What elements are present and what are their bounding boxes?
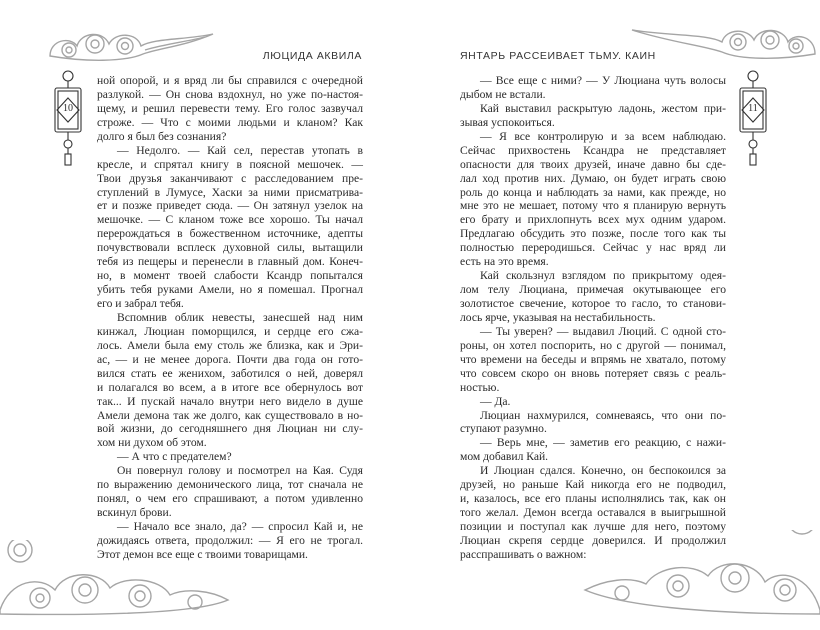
- text-line: Люциан нахмурился, сомневаясь, что они по-: [480, 408, 726, 422]
- paragraph: [460, 74, 726, 102]
- text-line: Кай выставил раскрытую ладонь, жестом при-: [480, 101, 726, 115]
- text-line: почувствовали всплеск духовной силы, вытащили: [97, 241, 363, 255]
- text-line: понял, о чем его спрашивают, а потом удивленно: [97, 492, 363, 506]
- paragraph: [97, 144, 363, 311]
- text-line: роль до конца и наблюдать за нами, как прежде, но: [460, 185, 726, 199]
- text-line: — Да.: [480, 394, 511, 408]
- text-line: кинжал, Люциан поморщился, и сердце его сжа-: [97, 324, 363, 338]
- text-line: — Недолго. — Кай сел, перестав утопать в: [117, 143, 363, 157]
- text-line: ет и позже приведет сюда. — Он затянул узелок на: [97, 199, 363, 213]
- text-line: Этот демон все еще с твоими товарищами.: [97, 547, 308, 561]
- paragraph: [460, 395, 726, 409]
- text-line: разлукой. — Он снова вздохнул, но уже по-настоя-: [97, 87, 363, 101]
- paragraph: [460, 269, 726, 325]
- text-line: — Ты уверен? — выдавил Люций. С одной сто-: [480, 324, 726, 338]
- text-line: Сейчас прихвостень Ксандра не представляет: [460, 143, 726, 157]
- right-text-column: [460, 74, 726, 562]
- cloud-ornament-top-left: [45, 22, 215, 64]
- text-line: — Я все контролирую и за всем наблюдаю.: [480, 129, 726, 143]
- paragraph: [460, 436, 726, 464]
- text-line: ступлений в Лумусе, Хаски за ними присматрива-: [97, 185, 363, 199]
- text-line: мом добавил Кай.: [460, 450, 549, 464]
- text-line: Вспомнив облик невесты, занесшей над ним: [117, 310, 363, 324]
- text-line: вой жизни, до сегодняшнего дня Люциан ни слу-: [97, 422, 363, 436]
- paragraph: [97, 450, 363, 464]
- text-line: — Начало все знало, да? — спросил Кай и, не: [117, 520, 363, 533]
- text-line: и полагался во всем, а в итоге все обернулось вот: [97, 380, 363, 394]
- text-line: убить тебя руками Амели, но я помешал. Прогнал: [97, 283, 363, 297]
- text-line: вскинул брови.: [97, 506, 172, 520]
- cloud-ornament-top-right: [630, 18, 820, 63]
- text-line: лось. Амели была ему столь же близка, как и Эри-: [97, 338, 363, 352]
- text-line: что совсем скоро он вновь потеряет связь с реаль-: [460, 366, 726, 380]
- text-line: Кай скользнул взглядом по прикрытому одея-: [480, 269, 726, 283]
- text-line: И Люциан сдался. Конечно, он беспокоился за: [480, 464, 726, 478]
- running-header: ЯНТАРЬ РАССЕИВАЕТ ТЬМУ. КАИН: [460, 50, 656, 62]
- page-number-badge: [52, 68, 84, 168]
- text-line: есть на это время.: [460, 255, 549, 269]
- paragraph: [460, 130, 726, 269]
- knot-ornament-icon: [52, 68, 84, 168]
- text-line: кресле, и спрятал книгу в поясной мешочек. —: [97, 157, 363, 171]
- right-page: [410, 0, 820, 630]
- text-line: мешочке. — С кланом тоже все хорошо. Ты начал: [97, 213, 363, 227]
- text-line: золотистое свечение, которое то гасло, то станови-: [460, 297, 726, 310]
- text-line: его брату и прихлопнуть всех мух одним ударом.: [460, 213, 726, 227]
- text-line: опасности для твоих друзей, иначе давно бы сде-: [460, 157, 726, 171]
- text-line: дожидаясь ответа, продолжил: — Я его не трогал.: [97, 533, 363, 547]
- running-header: ЛЮЦИДА АКВИЛА: [262, 50, 362, 62]
- text-line: позиции и поступал как лучше для него, поэтому: [460, 520, 726, 533]
- page-number: 11: [748, 103, 758, 114]
- text-line: лось ярче, указывая на нестабильность.: [460, 310, 656, 324]
- paragraph: [97, 311, 363, 450]
- text-line: друзей, но раньше Кай никогда его не подводил,: [460, 478, 726, 492]
- text-line: расспрашивать о важном:: [460, 547, 587, 561]
- text-line: тебя из пещеры и перенесли в главный дом. Конеч-: [97, 255, 363, 269]
- cloud-ornament-bottom-left: [0, 540, 230, 620]
- page-number-badge: [737, 68, 769, 168]
- text-line: Твои друзья заканчивают с расследованием пре-: [97, 171, 363, 185]
- text-line: лом телу Люциана, примечая окутывающее его: [460, 283, 726, 297]
- text-line: и, казалось, все его планы исполнялись так, как он: [460, 492, 726, 506]
- text-line: по выражению демонического лица, тот сначала не: [97, 478, 363, 492]
- page-number: 10: [63, 103, 73, 114]
- paragraph: [460, 102, 726, 130]
- text-line: долго я был без сознания?: [97, 129, 227, 143]
- text-line: перерождаться в божественном источнике, адепты: [97, 227, 363, 241]
- text-line: вился стать ее женихом, заботился о ней, доверял: [97, 366, 363, 380]
- text-line: что времени на беседы и впрямь не хватало, потому: [460, 352, 726, 366]
- text-line: того желал. Демон всегда оставался в выигрышной: [460, 506, 726, 520]
- text-line: Люциан скрепя сердце доверился. И продолжил: [460, 533, 726, 547]
- text-line: мне это не мешает, потому что я планирую вернуть: [460, 199, 726, 213]
- text-line: Предлагаю обсудить это позже, после того как ты: [460, 227, 726, 241]
- text-line: ностью.: [460, 380, 500, 394]
- text-line: щему, и решил перевести тему. Его голос зазвучал: [97, 101, 363, 115]
- knot-ornament-icon: [737, 68, 769, 168]
- text-line: лал ход против них. Думаю, он будет играть свою: [460, 171, 726, 185]
- text-line: полностью переродишься. Сейчас у нас вряд ли: [460, 241, 726, 255]
- text-line: ной опорой, и я вряд ли бы справился с очередной: [97, 74, 363, 87]
- cloud-ornament-bottom-right: [580, 530, 820, 620]
- text-line: строже. — Что с моими людьми и кланом? Как: [97, 115, 363, 129]
- paragraph: [460, 325, 726, 395]
- text-line: Он повернул голову и посмотрел на Кая. Судя: [117, 464, 363, 478]
- paragraph: [460, 409, 726, 437]
- text-line: роны, он хотел поспорить, но с другой — понимал,: [460, 338, 726, 352]
- text-line: ступают разумно.: [460, 422, 547, 436]
- text-line: дыбом не встали.: [460, 87, 546, 101]
- text-line: Амели демона так же долго, как существовало в но-: [97, 408, 363, 422]
- text-line: ас, — и не менее дорога. Почти два года он гото-: [97, 352, 363, 366]
- text-line: — Все еще с ними? — У Люциана чуть волосы: [480, 74, 726, 87]
- text-line: его и забрал тебя.: [97, 297, 184, 310]
- paragraph: [97, 464, 363, 520]
- text-line: хом ни духом об этом.: [97, 436, 207, 450]
- left-text-column: [97, 74, 363, 562]
- text-line: — Верь мне, — заметив его реакцию, с нажи-: [480, 436, 726, 450]
- text-line: — А что с предателем?: [117, 450, 232, 464]
- text-line: зывая успокоиться.: [460, 115, 555, 129]
- text-line: так... И пускай начало внутри него видело в душе: [97, 394, 363, 408]
- text-line: но, в момент твоей слабости Ксандр попытался: [97, 269, 363, 283]
- paragraph: [97, 74, 363, 144]
